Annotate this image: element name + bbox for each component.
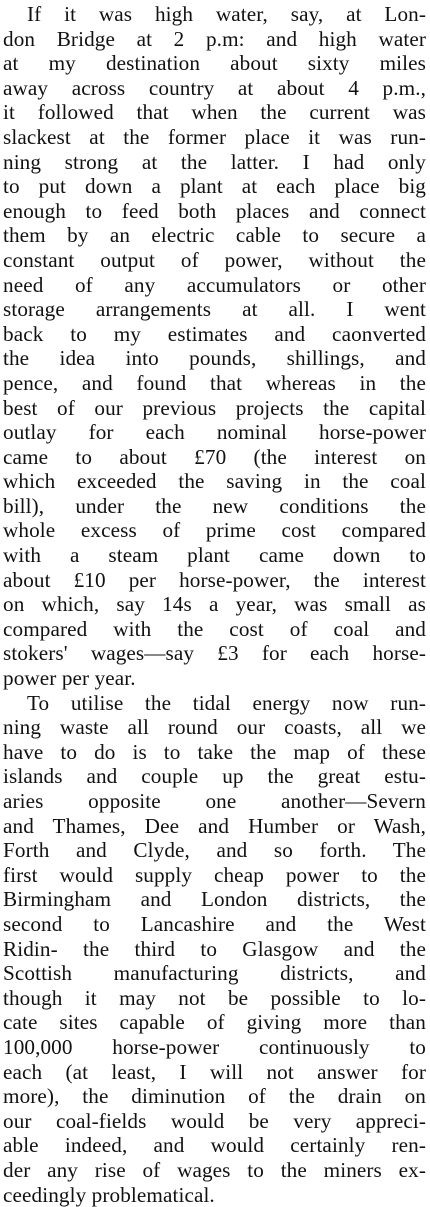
text-line: best of our previous projects the capital xyxy=(3,396,426,421)
text-line: Scottish manufacturing districts, and xyxy=(3,961,426,986)
text-line: aries opposite one another—Severn xyxy=(3,789,426,814)
text-line: bill), under the new conditions the xyxy=(3,494,426,519)
text-line: our coal-fields would be very appreci- xyxy=(3,1109,426,1134)
text-line: the idea into pounds, shillings, and xyxy=(3,346,426,371)
text-line: though it may not be possible to lo- xyxy=(3,986,426,1011)
text-line: power per year. xyxy=(3,666,426,691)
text-line: don Bridge at 2 p.m: and high water xyxy=(3,27,426,52)
text-line: with a steam plant came down to xyxy=(3,543,426,568)
text-line: able indeed, and would certainly ren- xyxy=(3,1133,426,1158)
text-line: If it was high water, say, at Lon- xyxy=(3,2,426,27)
text-line: enough to feed both places and connect xyxy=(3,199,426,224)
paragraph-tidal-energy xyxy=(3,691,426,1207)
text-line: each (at least, I will not answer for xyxy=(3,1060,426,1085)
text-line: second to Lancashire and the West xyxy=(3,912,426,937)
text-line: about £10 per horse-power, the interest xyxy=(3,568,426,593)
text-line: ceedingly problematical. xyxy=(3,1183,426,1207)
article-column xyxy=(3,2,426,1207)
text-line: came to about £70 (the interest on xyxy=(3,445,426,470)
text-line: 100,000 horse-power continuously to xyxy=(3,1035,426,1060)
text-line: Ridin- the third to Glasgow and the xyxy=(3,937,426,962)
text-line: storage arrangements at all. I went xyxy=(3,297,426,322)
text-line: which exceeded the saving in the coal xyxy=(3,469,426,494)
text-line: islands and couple up the great estu- xyxy=(3,764,426,789)
text-line: away across country at about 4 p.m., xyxy=(3,76,426,101)
text-line: on which, say 14s a year, was small as xyxy=(3,592,426,617)
text-line: der any rise of wages to the miners ex- xyxy=(3,1158,426,1183)
text-line: first would supply cheap power to the xyxy=(3,863,426,888)
text-line: it followed that when the current was xyxy=(3,100,426,125)
paragraph-tidal-plant xyxy=(3,2,426,691)
text-line: and Thames, Dee and Humber or Wash, xyxy=(3,814,426,839)
text-line: pence, and found that whereas in the xyxy=(3,371,426,396)
text-line: need of any accumulators or other xyxy=(3,273,426,298)
text-line: compared with the cost of coal and xyxy=(3,617,426,642)
text-line: ning strong at the latter. I had only xyxy=(3,150,426,175)
text-line: Forth and Clyde, and so forth. The xyxy=(3,838,426,863)
text-line: Birmingham and London districts, the xyxy=(3,887,426,912)
text-line: cate sites capable of giving more than xyxy=(3,1010,426,1035)
text-line: at my destination about sixty miles xyxy=(3,51,426,76)
text-line: To utilise the tidal energy now run- xyxy=(3,691,426,716)
text-line: outlay for each nominal horse-power xyxy=(3,420,426,445)
text-line: have to do is to take the map of these xyxy=(3,740,426,765)
text-line: stokers' wages—say £3 for each horse- xyxy=(3,641,426,666)
text-line: back to my estimates and caonverted xyxy=(3,322,426,347)
text-line: more), the diminution of the drain on xyxy=(3,1084,426,1109)
text-line: constant output of power, without the xyxy=(3,248,426,273)
text-line: to put down a plant at each place big xyxy=(3,174,426,199)
text-line: ning waste all round our coasts, all we xyxy=(3,715,426,740)
text-line: whole excess of prime cost compared xyxy=(3,518,426,543)
text-line: them by an electric cable to secure a xyxy=(3,223,426,248)
text-line: slackest at the former place it was run- xyxy=(3,125,426,150)
